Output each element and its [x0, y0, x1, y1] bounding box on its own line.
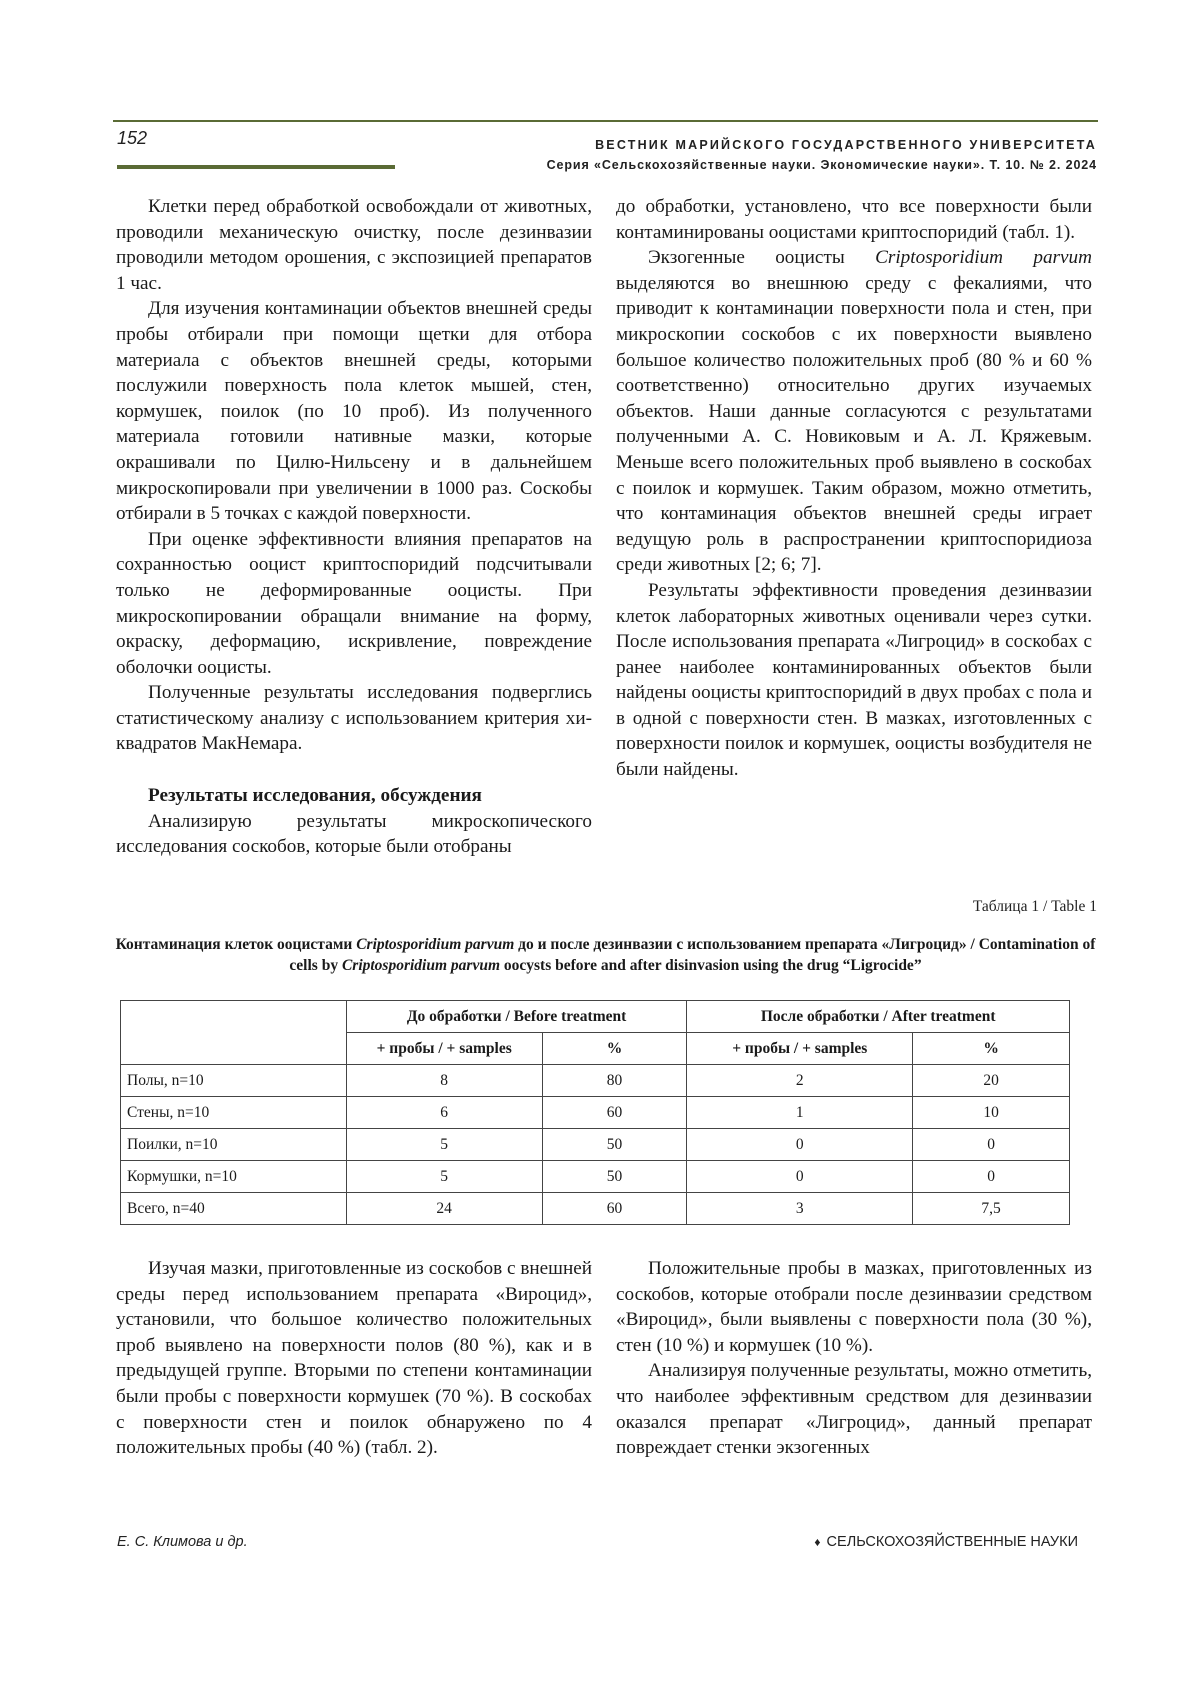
row-label: Кормушки, n=10 [121, 1161, 347, 1193]
contamination-table [120, 1000, 1070, 1225]
cell-after-samples: 2 [687, 1065, 913, 1097]
page-number: 152 [117, 128, 148, 148]
header-top-rule [113, 120, 1098, 122]
cell-after-pct: 7,5 [913, 1193, 1070, 1225]
table-row [121, 1129, 1070, 1161]
cell-after-pct: 0 [913, 1161, 1070, 1193]
paragraph: Для изучения контаминации объектов внешней среды пробы отбирали при помощи щетки для отбора материала с объектов внешней среды, которыми послужили поверхность пола клеток мышей, стен, кормушек, поилок (по 10 проб). Из полученного материала готовили нативные мазки, которые окрашивали по Цилю-Нильсену и в дальнейшем микроскопировали при увеличении в 1000 раз. Соскобы отбирали в 5 точках с каждой поверхности. [116, 298, 592, 525]
species-name: Criptosporidium parvum [875, 247, 1092, 269]
group-header-before: До обработки / Before treatment [346, 1001, 687, 1033]
top-left-column [116, 194, 592, 860]
paragraph: При оценке эффективности влияния препаратов на сохранностью ооцист криптоспоридий подсчитывали только не деформированные ооцисты. При микроскопировании обращали внимание на форму, окраску, деформацию, искривление, повреждение оболочки ооцисты. [116, 528, 592, 678]
subheader-before-samples: + пробы / + samples [346, 1033, 542, 1065]
cell-before-pct: 60 [542, 1097, 687, 1129]
subheader-after-samples: + пробы / + samples [687, 1033, 913, 1065]
table-row [121, 1161, 1070, 1193]
cell-after-pct: 10 [913, 1097, 1070, 1129]
bottom-right-column [616, 1256, 1092, 1461]
paragraph: Анализируя полученные результаты, можно отметить, что наиболее эффективным средством для дезинвазии оказался препарат «Лигроцид», данный препарат повреждает стенки экзогенных [616, 1360, 1092, 1459]
cell-after-pct: 20 [913, 1065, 1070, 1097]
table-row-total [121, 1193, 1070, 1225]
cell-after-pct: 0 [913, 1129, 1070, 1161]
table-label: Таблица 1 / Table 1 [972, 898, 1097, 915]
cell-before-pct: 50 [542, 1161, 687, 1193]
paragraph: Анализирую результаты микроскопического исследования соскобов, которые были отобраны [116, 810, 592, 858]
row-label: Всего, n=40 [121, 1193, 347, 1225]
cell-before-samples: 5 [346, 1161, 542, 1193]
table-row [121, 1065, 1070, 1097]
text-span: Экзогенные ооцисты [648, 247, 876, 269]
paragraph: Положительные пробы в мазках, приготовленных из соскобов, которые отобрали после дезинвазии средством «Вироцид», были выявлены с поверхности пола (30 %), стен (10 %) и кормушек (10 %). [616, 1258, 1092, 1356]
cell-after-samples: 3 [687, 1193, 913, 1225]
caption-text: Контаминация клеток ооцистами [115, 936, 357, 953]
row-label: Полы, n=10 [121, 1065, 347, 1097]
bottom-left-column [116, 1256, 592, 1461]
top-right-column [616, 194, 1092, 783]
paragraph: Результаты эффективности проведения дезинвазии клеток лабораторных животных оценивали через сутки. После использования препарата «Лигроцид» в соскобах с ранее наиболее контаминированных объектов были найдены ооцисты криптоспоридий в двух пробах с пола и в одной с поверхности стен. В мазках, изготовленных с поверхности поилок и кормушек, ооцисты возбудителя не были найдены. [616, 579, 1092, 781]
diamond-icon: ♦ [814, 1535, 821, 1549]
group-header-after: После обработки / After treatment [687, 1001, 1070, 1033]
paragraph: Полученные результаты исследования подверглись статистическому анализу с использованием критерия хи-квадратов МакНемара. [116, 682, 592, 755]
header-bottom-rule [117, 165, 395, 169]
species-name: Criptosporidium parvum [341, 957, 501, 974]
footer-section-label: СЕЛЬСКОХОЗЯЙСТВЕННЫЕ НАУКИ [826, 1534, 1078, 1550]
journal-title: ВЕСТНИК МАРИЙСКОГО ГОСУДАРСТВЕННОГО УНИВЕРСИТЕТА [595, 138, 1097, 152]
subheader-before-pct: % [542, 1033, 687, 1065]
paragraph: Клетки перед обработкой освобождали от животных, проводили механическую очистку, после дезинвазии проводили методом орошения, с экспозицией препаратов 1 час. [116, 196, 592, 294]
table-row [121, 1097, 1070, 1129]
row-label: Поилки, n=10 [121, 1129, 347, 1161]
section-heading: Результаты исследования, обсуждения [148, 785, 482, 807]
species-name: Criptosporidium parvum [356, 936, 515, 953]
cell-before-pct: 60 [542, 1193, 687, 1225]
text-span: выделяются во внешнюю среду с фекалиями, что приводит к контаминации поверхности пола и стен, при микроскопии соскобов с их поверхности выявлено большое количество положительных проб (80 % и 60 % соответственно) относительно других изучаемых объектов. Наши данные согласуются с результатами полученными А. С. Новиковым и А. Л. Кряжевым. Меньше всего положительных проб выявлено в соскобах с поилок и кормушек. Таким образом, можно отметить, что контаминация объектов внешней среды играет ведущую роль в распространении криптоспоридиоза среди животных [2; 6; 7]. [616, 272, 1092, 576]
table-caption [113, 934, 1098, 976]
cell-after-samples: 0 [687, 1129, 913, 1161]
cell-after-samples: 0 [687, 1161, 913, 1193]
subheader-after-pct: % [913, 1033, 1070, 1065]
caption-text: до и после дезинвазии с использованием препарата «Лигроцид» / Contamination of cells by [289, 936, 1096, 974]
cell-before-pct: 50 [542, 1129, 687, 1161]
row-label: Стены, n=10 [121, 1097, 347, 1129]
journal-series: Серия «Сельскохозяйственные науки. Экономические науки». Т. 10. № 2. 2024 [546, 158, 1097, 172]
cell-before-samples: 5 [346, 1129, 542, 1161]
table-corner-cell [121, 1001, 347, 1065]
paragraph: до обработки, установлено, что все поверхности были контаминированы ооцистами криптоспоридий (табл. 1). [616, 196, 1092, 243]
cell-before-samples: 24 [346, 1193, 542, 1225]
cell-after-samples: 1 [687, 1097, 913, 1129]
footer-authors: Е. С. Климова и др. [117, 1534, 248, 1550]
paragraph [616, 245, 1092, 578]
spacer [116, 757, 592, 783]
cell-before-samples: 8 [346, 1065, 542, 1097]
footer-section [814, 1534, 1078, 1550]
caption-text: oocysts before and after disinvasion using the drug “Ligrocide” [500, 957, 922, 974]
table-header-row [121, 1001, 1070, 1033]
paragraph: Изучая мазки, приготовленные из соскобов с внешней среды перед использованием препарата «Вироцид», установили, что большое количество положительных проб выявлено на поверхности полов (80 %), как и в предыдущей группе. Вторыми по степени контаминации были пробы с поверхности кормушек (70 %). В соскобах с поверхности стен и поилок обнаружено по 4 положительных пробы (40 %) (табл. 2). [116, 1258, 592, 1459]
cell-before-samples: 6 [346, 1097, 542, 1129]
cell-before-pct: 80 [542, 1065, 687, 1097]
